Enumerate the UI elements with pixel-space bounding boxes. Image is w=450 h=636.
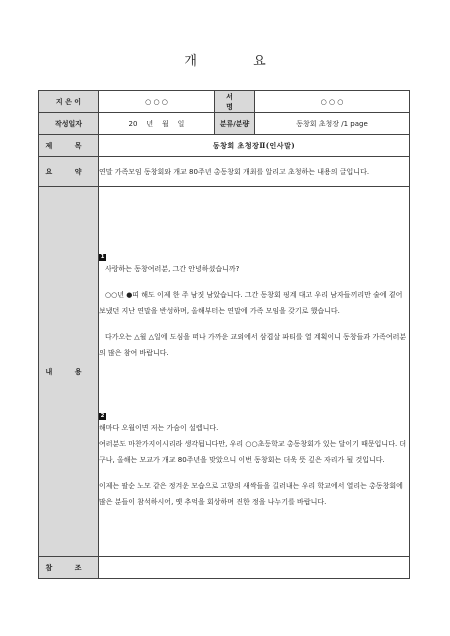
subject-label: 제 목 xyxy=(39,135,99,157)
subject-value: 동창회 초청장Ⅱ(인사말) xyxy=(99,135,410,157)
paragraph-4: 여러분도 마찬가지이시리라 생각됩니다만, 우리 ○○초등학교 총동창회가 있는 달이기 때문입니다. 더구나, 올해는 모교가 개교 80주년을 맞았으니 이번 동창회는 더욱 뜻 깊은 자리가 될 것입니다. xyxy=(99,439,407,464)
signature-value: ○ ○ ○ xyxy=(255,91,410,113)
greeting-text: 사랑하는 동창여러분, 그간 안녕하셨습니까? xyxy=(105,264,240,273)
summary-value: 연말 가족모임 동창회와 개교 80주년 총동창회 개최를 알리고 초청하는 내용의 글입니다. xyxy=(99,157,410,187)
paragraph-2: 다가오는 △월 △일에 도심을 떠나 가까운 교외에서 삼겹살 파티를 열 계획이니 동창들과 가족여러분의 많은 참여 바랍니다. xyxy=(99,332,407,357)
content-label: 내 용 xyxy=(39,187,99,557)
reference-label: 참 조 xyxy=(39,557,99,579)
content-body xyxy=(99,187,410,557)
summary-row xyxy=(39,157,410,187)
subject-row xyxy=(39,135,410,157)
date-value: 20 년 월 일 xyxy=(99,113,215,135)
section-2-marker: 2 xyxy=(100,412,105,419)
page-title: 개 요 xyxy=(184,54,292,69)
category-value: 동창회 초청장 /1 page xyxy=(255,113,410,135)
reference-row xyxy=(39,557,410,579)
date-label: 작성일자 xyxy=(39,113,99,135)
paragraph-3: 해마다 오월이면 저는 가슴이 설렙니다. xyxy=(99,423,219,432)
author-label: 지 은 이 xyxy=(39,91,99,113)
summary-label: 요 약 xyxy=(39,157,99,187)
document-form-table xyxy=(38,90,410,579)
section-1-marker: 1 xyxy=(100,253,105,260)
author-value: ○ ○ ○ xyxy=(99,91,215,113)
author-row xyxy=(39,91,410,113)
category-label: 분류/분량 xyxy=(215,113,255,135)
paragraph-5: 이제는 팔순 노모 같은 정겨운 모습으로 고향의 새싹들을 길러내는 우리 학교에서 열리는 총동창회에 많은 분들이 참석하시어, 옛 추억을 회상하며 진한 정을 나누기를 바랍니다. xyxy=(99,481,403,506)
date-row xyxy=(39,113,410,135)
content-row xyxy=(39,187,410,557)
paragraph-1: ○○년 ●띠 해도 이제 한 주 남짓 남았습니다. 그간 동창회 핑계 대고 우리 남자들끼리만 술에 곁어 보냈던 지난 연말을 반성하며, 올해부터는 연말에 가족 모임을 갖기로 했습니다. xyxy=(99,290,403,315)
signature-label: 서 명 xyxy=(215,91,255,113)
reference-value xyxy=(99,557,410,579)
